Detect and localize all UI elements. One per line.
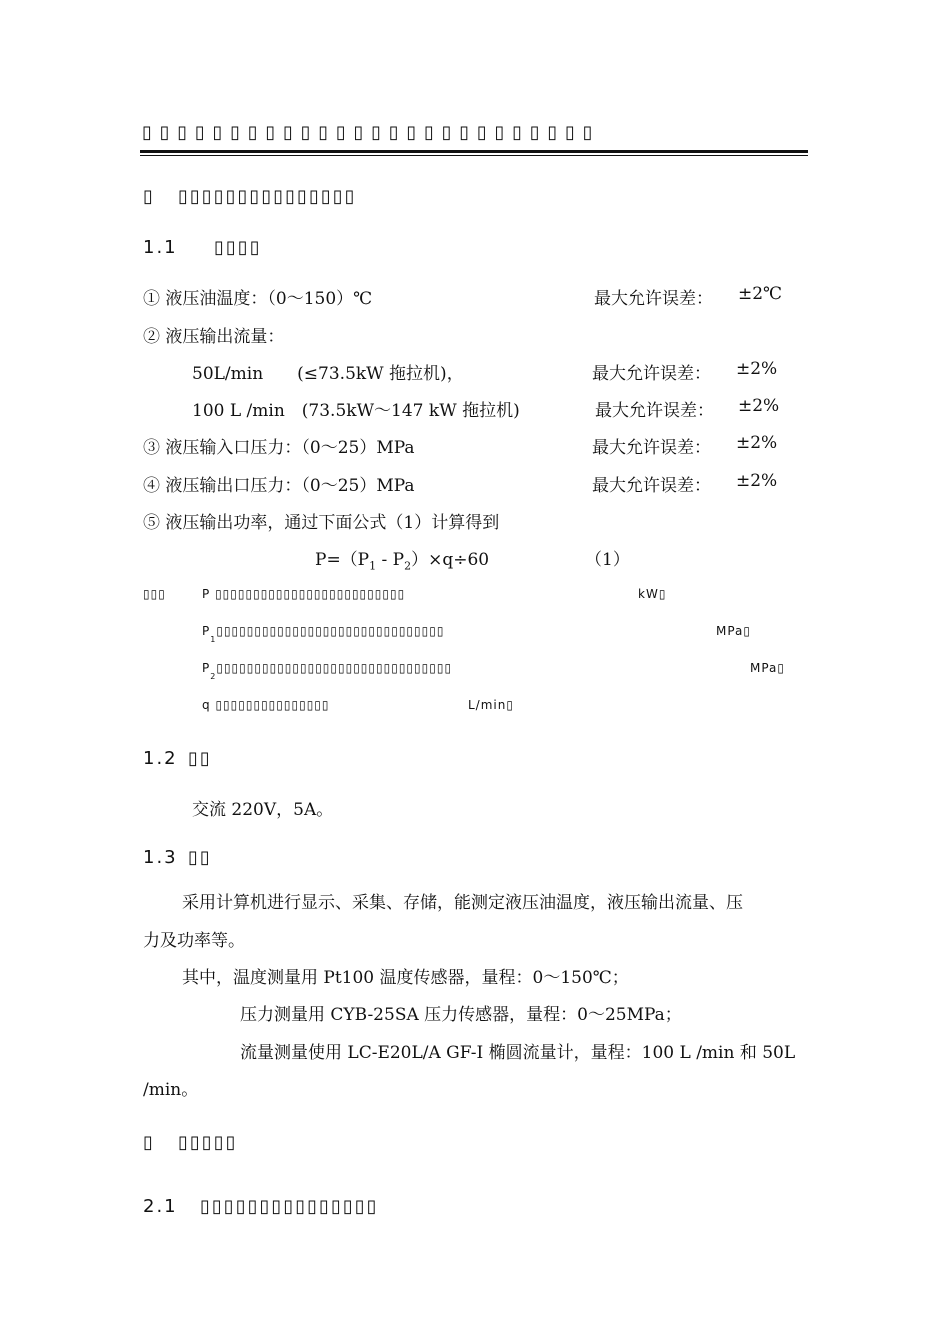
section-2-title: ▯▯▯▯▯ [178, 1132, 238, 1153]
where-p2-desc: ▯▯▯▯▯▯▯▯▯▯▯▯▯▯▯▯▯▯▯▯▯▯▯▯▯▯▯▯▯▯▯ [216, 661, 453, 675]
function-paragraph-line1: 采用计算机进行显示、采集、存储，能测定液压油温度，液压输出流量、压 [182, 893, 743, 913]
subsection-1-1-number: 1.1 [143, 237, 178, 258]
section-1-number: ▯ [143, 186, 155, 207]
where-label: ▯▯▯ [143, 587, 166, 601]
item-output-power: ⑤ 液压输出功率，通过下面公式（1）计算得到 [143, 513, 500, 533]
item-input-pressure-err-value: ±2% [736, 433, 778, 453]
item-flow-50: 50L/min (≤73.5kW 拖拉机)， [192, 364, 464, 384]
item-oil-temp-err-label: 最大允许误差： [594, 289, 713, 309]
where-p1-unit: MPa▯ [716, 624, 752, 638]
formula-mid: - P [376, 550, 405, 570]
header-rule-thick [140, 150, 808, 153]
flow-meter-text-line2: /min。 [143, 1080, 199, 1100]
item-output-pressure: ④ 液压输出口压力：（0～25）MPa [143, 476, 415, 496]
temp-sensor-text: 其中，温度测量用 Pt100 温度传感器，量程：0～150℃； [182, 968, 629, 988]
where-p2-sub: 2 [210, 672, 217, 681]
subsection-1-3-number: 1.3 [143, 847, 178, 868]
item-oil-temp: ① 液压油温度：（0～150）℃ [143, 289, 373, 309]
subsection-1-2-title: ▯▯ [188, 748, 212, 769]
item-input-pressure: ③ 液压输入口压力：（0～25）MPa [143, 438, 415, 458]
item-oil-temp-err-value: ±2℃ [738, 284, 783, 304]
where-p2-sym: P [202, 661, 211, 675]
formula-sub2: 2 [404, 559, 412, 573]
formula-sub1: 1 [369, 559, 377, 573]
page-header-title: ▯ ▯ ▯ ▯ ▯ ▯ ▯ ▯ ▯ ▯ ▯ ▯ ▯ ▯ ▯ ▯ ▯ ▯ ▯ ▯ ▯ ▯ ▯ ▯ ▯ ▯ [142, 122, 594, 143]
subsection-1-1-title: ▯▯▯▯ [214, 237, 262, 258]
subsection-2-1-number: 2.1 [143, 1196, 178, 1217]
where-q-sym: q [202, 698, 211, 712]
where-p2-unit: MPa▯ [750, 661, 786, 675]
where-p-desc: ▯▯▯▯▯▯▯▯▯▯▯▯▯▯▯▯▯▯▯▯▯▯▯▯▯ [215, 587, 406, 601]
formula-rhs: ）×q÷60 [411, 550, 490, 570]
pressure-sensor-text: 压力测量用 CYB-25SA 压力传感器，量程：0～25MPa； [240, 1005, 682, 1025]
where-p-row [202, 587, 405, 601]
where-p-sym: P [202, 587, 211, 601]
subsection-1-3-title: ▯▯ [188, 847, 212, 868]
where-p1-sub: 1 [210, 635, 217, 644]
where-p1-sym: P [202, 624, 211, 638]
where-p-unit: kW▯ [638, 587, 667, 601]
item-flow-50-err-label: 最大允许误差： [592, 364, 711, 384]
item-output-pressure-err-label: 最大允许误差： [592, 476, 711, 496]
item-flow-100: 100 L /min (73.5kW～147 kW 拖拉机) [192, 401, 520, 421]
section-1-title: ▯▯▯▯▯▯▯▯▯▯▯▯▯▯▯ [178, 186, 357, 207]
function-paragraph-line2: 力及功率等。 [143, 931, 245, 951]
subsection-2-1-title: ▯▯▯▯▯▯▯▯▯▯▯▯▯▯▯ [200, 1196, 379, 1217]
where-q-unit: L/min▯ [468, 698, 514, 712]
formula [315, 545, 489, 572]
item-output-pressure-err-value: ±2% [736, 471, 778, 491]
item-input-pressure-err-label: 最大允许误差： [592, 438, 711, 458]
where-p2-row [202, 661, 452, 681]
where-p1-row [202, 624, 444, 644]
subsection-1-2-number: 1.2 [143, 748, 178, 769]
formula-lhs: P=（P [315, 550, 370, 570]
item-flow: ② 液压输出流量： [143, 327, 285, 347]
item-flow-50-err-value: ±2% [736, 359, 778, 379]
header-rule-thin [140, 155, 808, 156]
where-p1-desc: ▯▯▯▯▯▯▯▯▯▯▯▯▯▯▯▯▯▯▯▯▯▯▯▯▯▯▯▯▯▯ [216, 624, 445, 638]
section-2-number: ▯ [143, 1132, 155, 1153]
item-flow-100-err-value: ±2% [738, 396, 780, 416]
formula-number: （1） [585, 550, 630, 570]
power-supply-text: 交流 220V，5A。 [192, 800, 334, 820]
item-flow-100-err-label: 最大允许误差： [595, 401, 714, 421]
where-q-desc: ▯▯▯▯▯▯▯▯▯▯▯▯▯▯▯ [215, 698, 330, 712]
where-q-row [202, 698, 330, 712]
flow-meter-text-line1: 流量测量使用 LC-E20L/A GF-I 椭圆流量计，量程：100 L /min 和 50L [240, 1043, 796, 1063]
